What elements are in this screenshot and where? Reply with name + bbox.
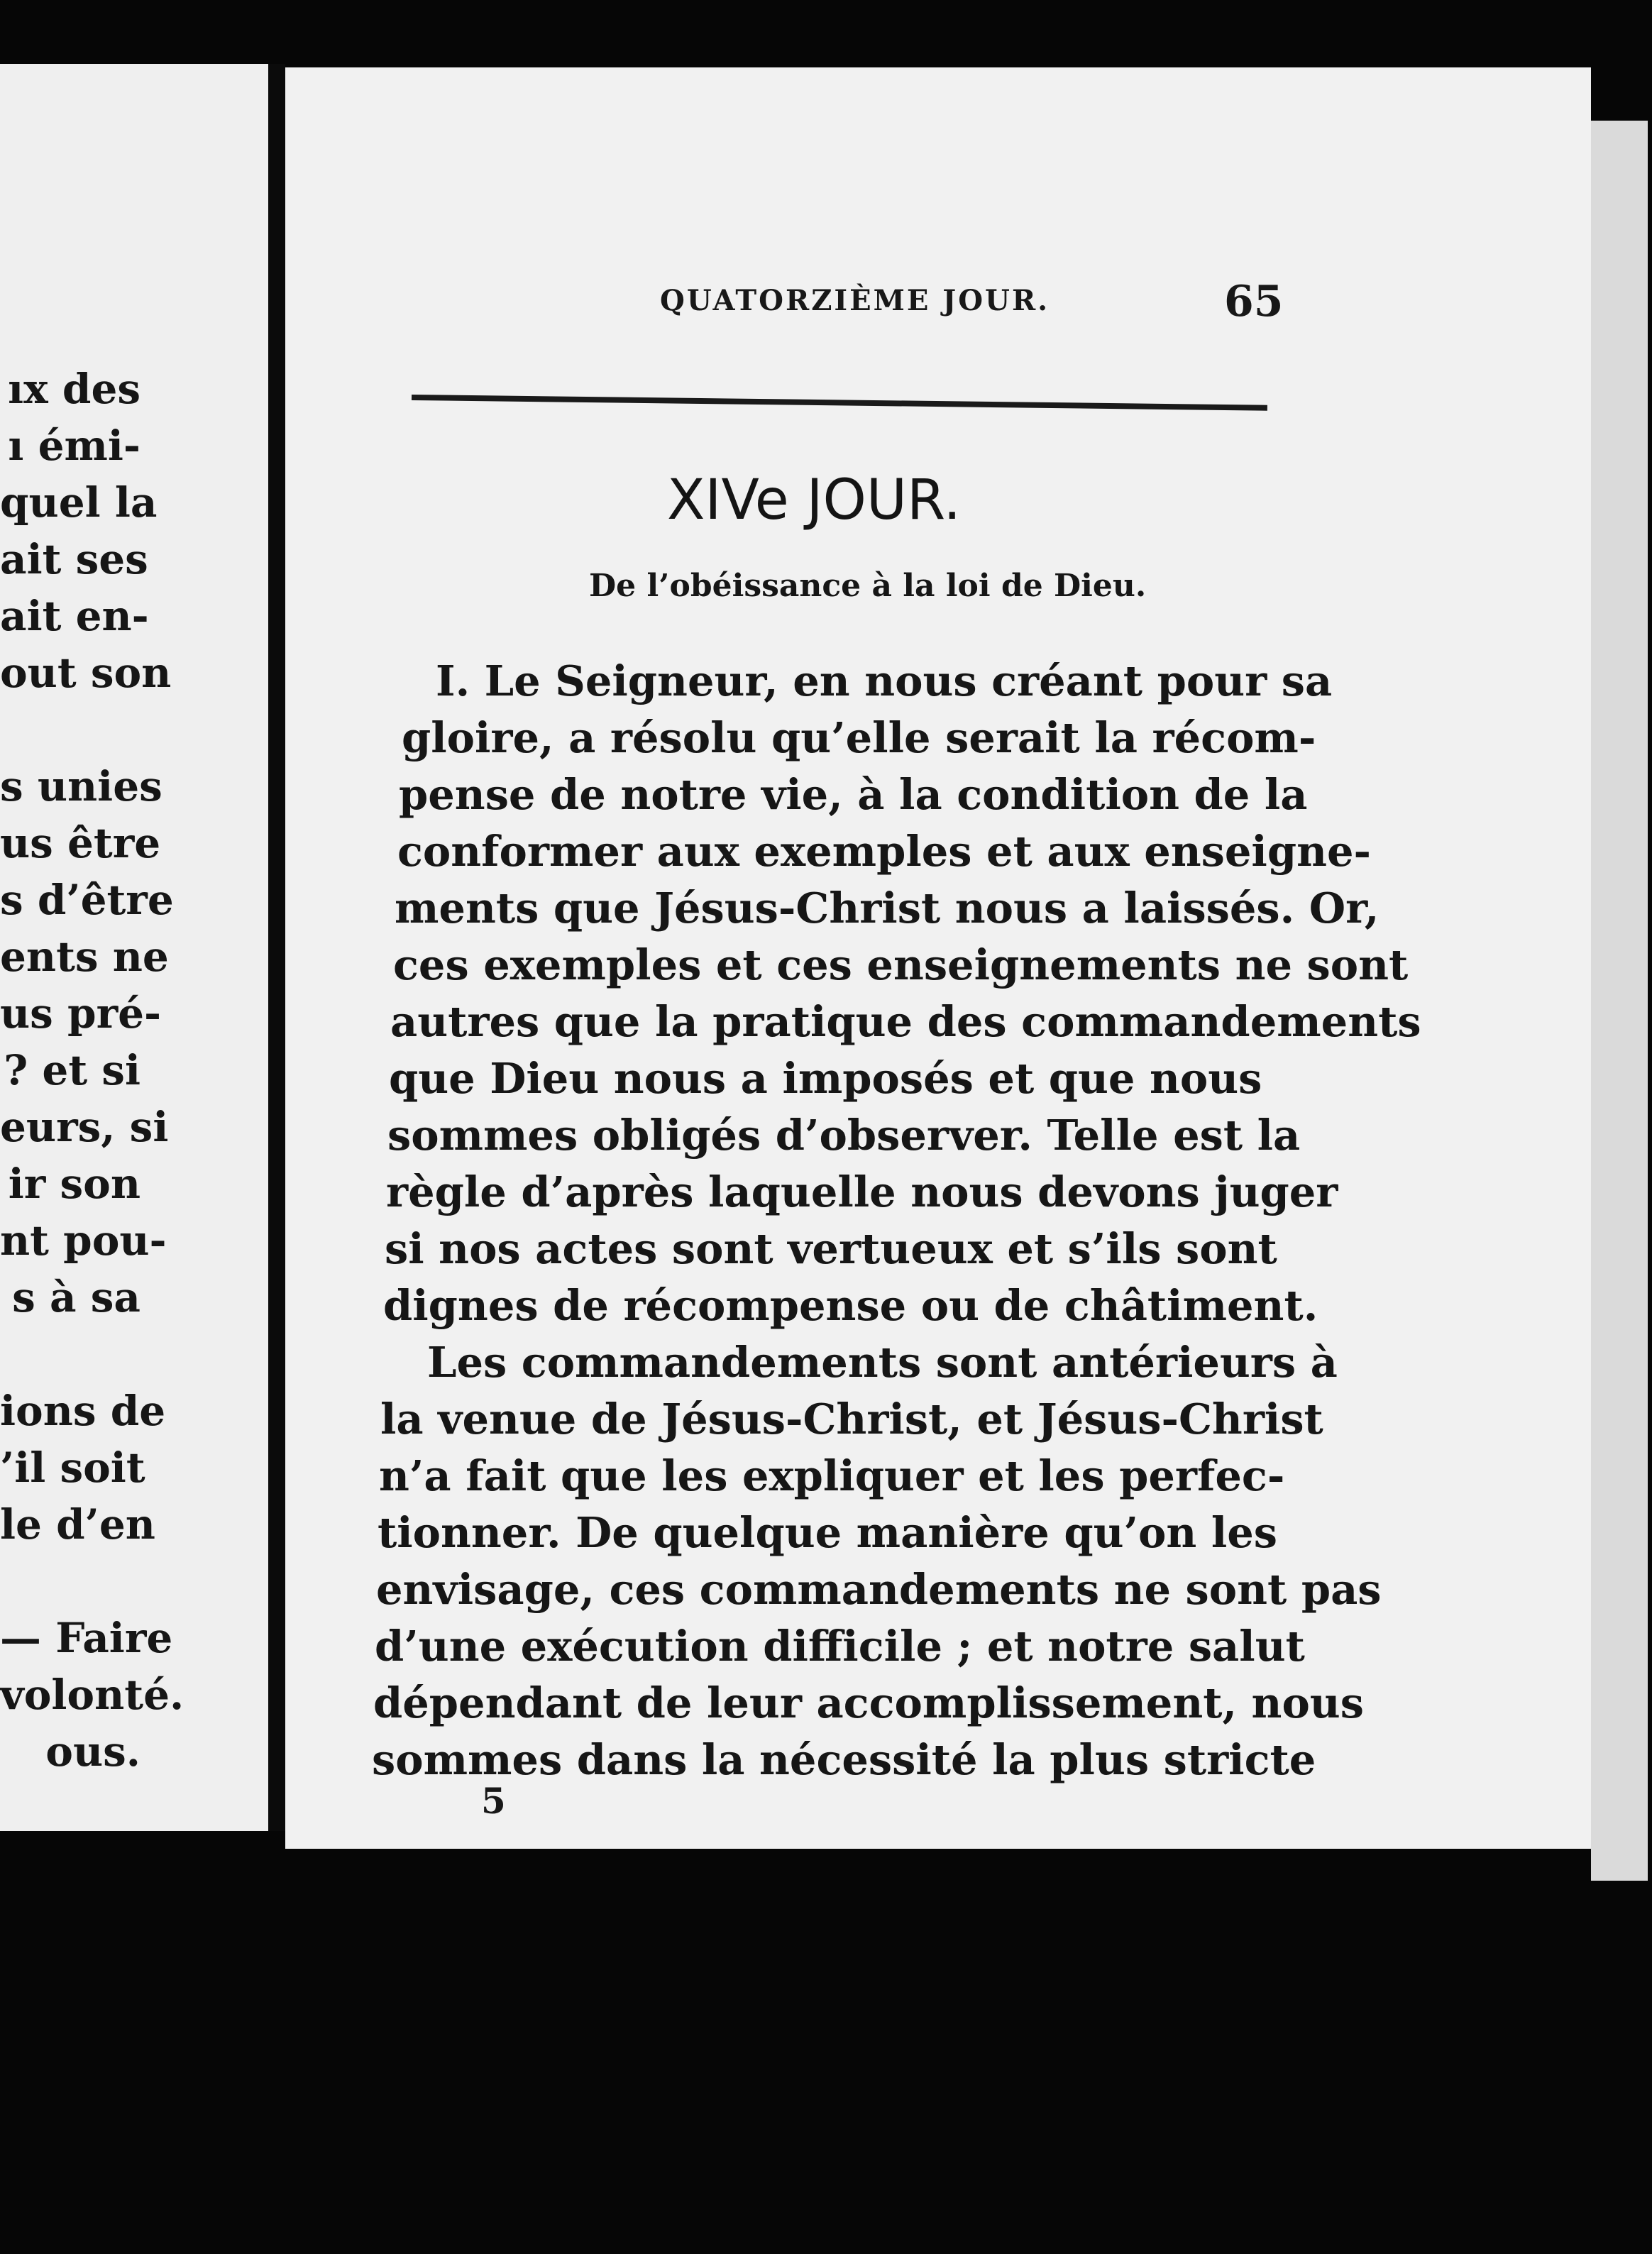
left-line: ait en- [0,592,149,640]
left-line: ? et si [4,1046,141,1094]
body-line: dignes de récompense ou de châtiment. [383,1281,1318,1330]
book-gutter [268,64,285,1831]
body-line: si nos actes sont vertueux et s’ils sont [385,1224,1277,1273]
body-line: sommes obligés d’observer. Telle est la [387,1111,1301,1160]
body-line: la venue de Jésus-Christ, et Jésus-Christ [380,1395,1323,1444]
left-line: ıx des [8,365,141,413]
body-line: autres que la pratique des commandements [390,997,1421,1046]
left-line: eurs, si [0,1103,169,1151]
left-line: volonté. [0,1671,185,1719]
body-line: ces exemples et ces enseignements ne sont [393,940,1409,989]
running-head: QUATORZIÈME JOUR. [660,284,1050,317]
left-line: — Faire [0,1614,173,1662]
chapter-title: XIVe JOUR. [667,468,962,532]
body-line: gloire, a résolu qu’elle serait la récom- [402,713,1316,762]
body-line: conformer aux exemples et aux enseigne- [397,827,1372,876]
left-line: s d’être [0,876,174,924]
left-line: ous. [45,1727,141,1776]
body-line: d’une exécution difficile ; et notre salut [375,1622,1305,1671]
left-line: quel la [0,478,158,527]
left-line: s unies [0,762,163,810]
body-line: I. Le Seigneur, en nous créant pour sa [436,656,1333,705]
body-line: Les commandements sont antérieurs à [427,1338,1338,1387]
left-line: ions de [0,1387,166,1435]
left-line: ait ses [0,535,148,583]
body-line: envisage, ces commandements ne sont pas [376,1565,1382,1614]
body-line: ments que Jésus-Christ nous a laissés. Or, [395,884,1380,933]
body-line: pense de notre vie, à la condition de la [399,770,1308,819]
page-number: 65 [1224,277,1284,326]
left-line: ı émi- [8,422,141,470]
body-line: dépendant de leur accomplissement, nous [373,1678,1364,1727]
body-line: tionner. De quelque manière qu’on les [378,1508,1277,1557]
left-line: le d’en [0,1500,155,1549]
body-line: règle d’après laquelle nous devons juger [386,1167,1338,1216]
left-line: us pré- [0,989,162,1038]
page-edge [1591,121,1648,1881]
body-line: n’a fait que les expliquer et les perfec- [379,1451,1285,1500]
left-line: out son [0,649,172,697]
left-line: ents ne [0,933,169,981]
left-line: ir son [8,1160,141,1208]
left-page [0,64,268,1831]
body-line: que Dieu nous a imposés et que nous [389,1054,1262,1103]
left-line: nt pou- [0,1216,167,1265]
body-line: sommes dans la nécessité la plus stricte [372,1735,1316,1784]
chapter-subtitle: De l’obéissance à la loi de Dieu. [589,568,1147,604]
left-line: s à sa [12,1273,141,1321]
left-line: us être [0,819,161,867]
signature-mark: 5 [481,1780,506,1822]
left-line: ’il soit [0,1444,145,1492]
